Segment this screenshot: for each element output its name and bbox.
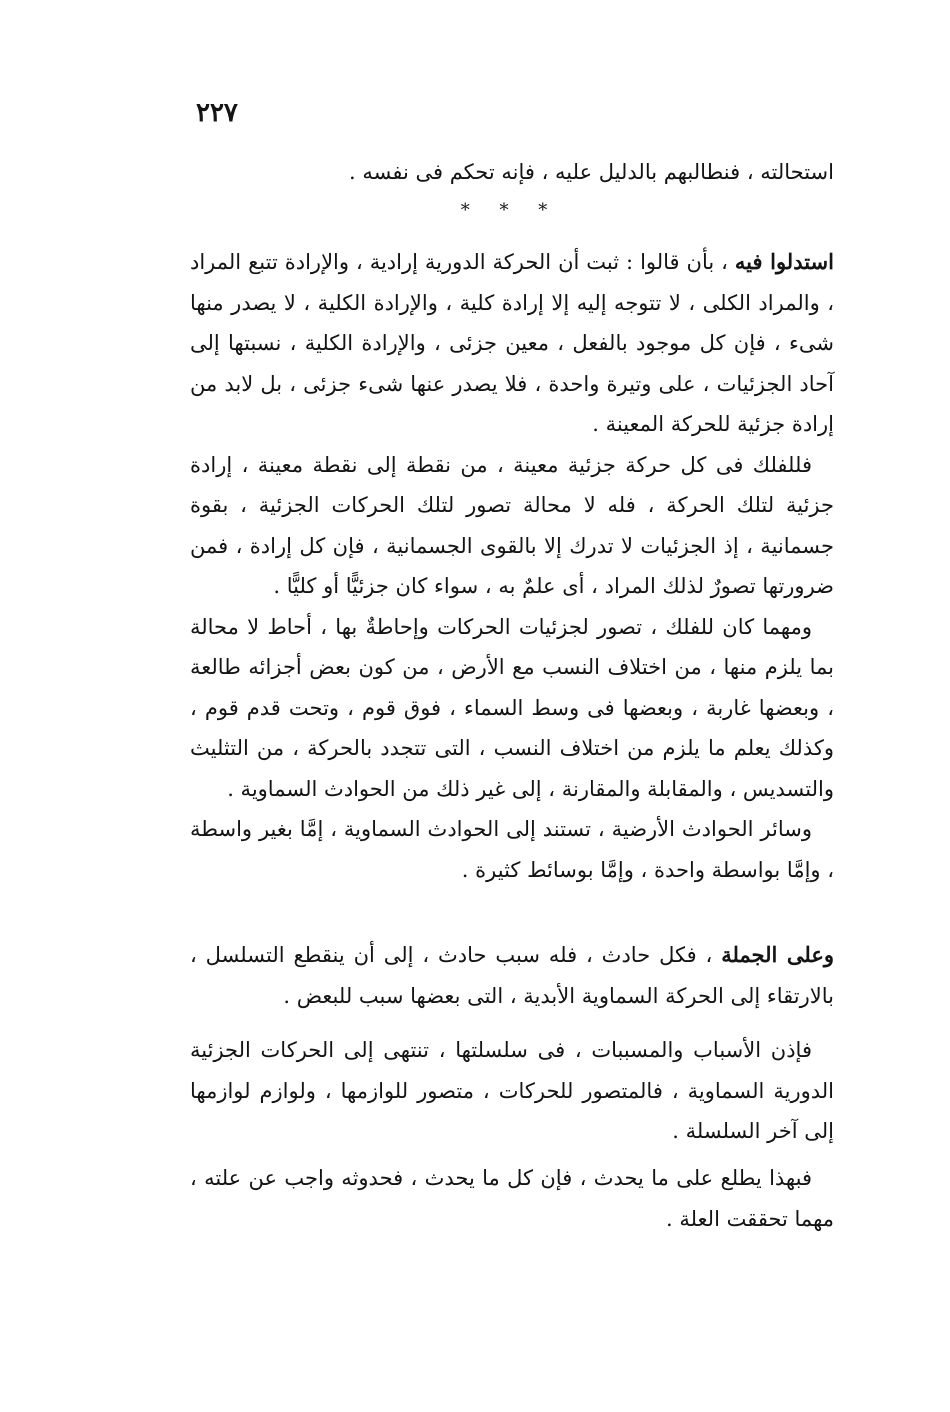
section-separator: * * *: [460, 200, 560, 221]
paragraph-text: فللفلك فى كل حركة جزئية معينة ، من نقطة إلى نقطة معينة ، إرادة جزئية لتلك الحركة ، فله لا محالة تصور لتلك الحركات الجزئية ، بقوة جسمانية ، إذ الجزئيات لا تدرك إلا بالقوى الجسمانية ، فإن كل إرادة ، فمن ضرورتها تصورٌ لذلك المراد ، أى علمٌ به ، سواء كان جزئيًّا أو كليًّا .: [190, 452, 834, 598]
paragraph-text: فبهذا يطلع على ما يحدث ، فإن كل ما يحدث ، فحدوثه واجب عن علته ، مهما تحققت العلة .: [190, 1166, 834, 1231]
paragraph-text: فإذن الأسباب والمسببات ، فى سلسلتها ، تنتهى إلى الحركات الجزئية الدورية السماوية ، فالمتصور للحركات ، متصور للوازمها ، ولوازم لوازمها إلى آخر السلسلة .: [190, 1038, 834, 1143]
paragraph: [190, 935, 834, 1016]
body-block-1: [190, 242, 834, 890]
paragraph: [190, 1158, 834, 1239]
body-block-3: [190, 1030, 834, 1152]
page-number: ٢٢٧: [196, 98, 238, 128]
carryover-text: استحالته ، فنطالبهم بالدليل عليه ، فإنه تحكم فى نفسه .: [349, 160, 834, 184]
paragraph: [190, 445, 834, 607]
paragraph: [190, 607, 834, 810]
paragraph-lead: وعلى الجملة: [721, 942, 834, 967]
paragraph: [190, 242, 834, 445]
body-block-4: [190, 1158, 834, 1239]
carryover-line: [190, 152, 834, 193]
body-block-2: [190, 935, 834, 1016]
paragraph-lead: استدلوا فيه: [734, 249, 834, 274]
paragraph-text: ومهما كان للفلك ، تصور لجزئيات الحركات وإحاطةٌ بها ، أحاط لا محالة بما يلزم منها ، من اختلاف النسب مع الأرض ، من كون بعض أجزائه طالعة ، وبعضها غاربة ، وبعضها فى وسط السماء ، فوق قوم ، وتحت قدم قوم ، وكذلك يعلم ما يلزم من اختلاف النسب ، التى تتجدد بالحركة ، من التثليث والتسديس ، والمقابلة والمقارنة ، إلى غير ذلك من الحوادث السماوية .: [190, 614, 834, 801]
paragraph-text: ، فكل حادث ، فله سبب حادث ، إلى أن ينقطع التسلسل ، بالارتقاء إلى الحركة السماوية الأبدية ، التى بعضها سبب للبعض .: [190, 943, 834, 1008]
paragraph-text: ، بأن قالوا : ثبت أن الحركة الدورية إرادية ، والإرادة تتبع المراد ، والمراد الكلى ، لا تتوجه إليه إلا إرادة كلية ، والإرادة الكلية ، لا يصدر منها شىء ، فإن كل موجود بالفعل ، معين جزئى ، والإرادة الكلية ، نسبتها إلى آحاد الجزئيات ، على وتيرة واحدة ، فلا يصدر عنها شىء جزئى ، بل لابد من إرادة جزئية للحركة المعينة .: [190, 250, 834, 436]
paragraph: [190, 809, 834, 890]
paragraph: [190, 1030, 834, 1152]
paragraph-text: وسائر الحوادث الأرضية ، تستند إلى الحوادث السماوية ، إمَّا بغير واسطة ، وإمَّا بواسطة واحدة ، وإمَّا بوسائط كثيرة .: [190, 817, 834, 882]
